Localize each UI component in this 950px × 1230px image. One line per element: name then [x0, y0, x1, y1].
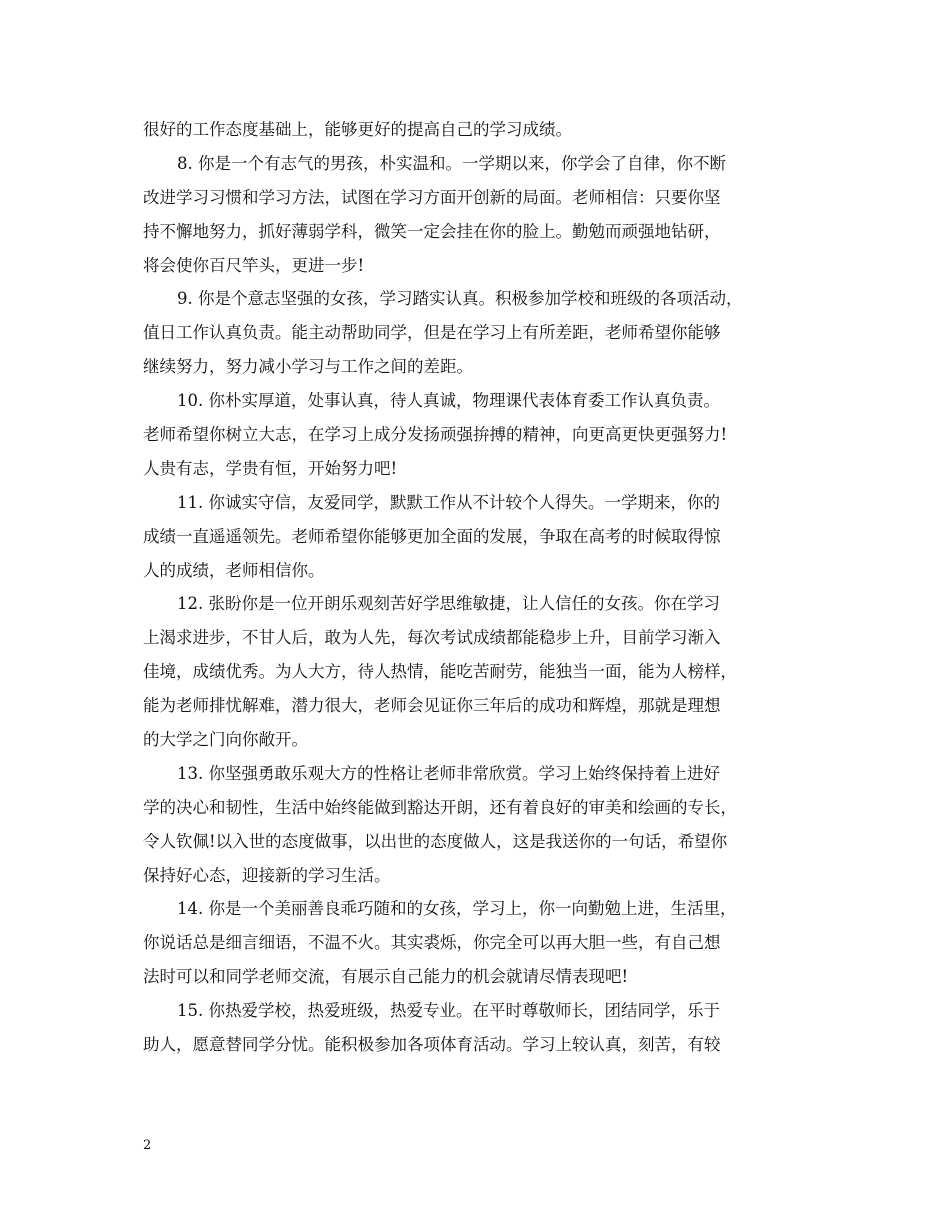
text-line: 成绩一直遥遥领先。老师希望你能够更加全面的发展，争取在高考的时候取得惊	[143, 526, 721, 546]
text-line: 值日工作认真负责。能主动帮助同学，但是在学习上有所差距，老师希望你能够	[143, 323, 721, 343]
text-line: 学的决心和韧性，生活中始终能做到豁达开朗，还有着良好的审美和绘画的专长，	[143, 797, 737, 817]
body-text	[143, 113, 811, 1062]
text-line: 很好的工作态度基础上，能够更好的提高自己的学习成绩。	[143, 120, 572, 139]
paragraph-first-line: 8. 你是一个有志气的男孩，朴实温和。一学期以来，你学会了自律，你不断	[177, 153, 726, 173]
text-line: 人的成绩，老师相信你。	[143, 560, 325, 580]
text-line: 保持好心态，迎接新的学习生活。	[143, 865, 391, 885]
text-line: 人贵有志，学贵有恒，开始努力吧!	[143, 458, 398, 478]
text-line: 能为老师排忧解难，潜力很大，老师会见证你三年后的成功和辉煌，那就是理想	[143, 696, 721, 716]
text-line: 改进学习习惯和学习方法，试图在学习方面开创新的局面。老师相信：只要你坚	[143, 187, 721, 207]
text-line: 持不懈地努力，抓好薄弱学科，微笑一定会挂在你的脸上。勤勉而顽强地钻研，	[143, 221, 721, 241]
text-line: 令人钦佩!以入世的态度做事，以出世的态度做人，这是我送你的一句话，希望你	[143, 831, 728, 851]
paragraph-first-line: 10. 你朴实厚道，处事认真，待人真诚，物理课代表体育委工作认真负责。	[177, 391, 720, 411]
text-line: 佳境，成绩优秀。为人大方，待人热情，能吃苦耐劳，能独当一面，能为人榜样，	[143, 662, 737, 682]
text-line: 的大学之门向你敞开。	[143, 730, 308, 750]
paragraph-first-line: 13. 你坚强勇敢乐观大方的性格让老师非常欣赏。学习上始终保持着上进好	[177, 763, 720, 783]
paragraph-first-line: 15. 你热爱学校，热爱班级，热爱专业。在平时尊敬师长，团结同学，乐于	[177, 1001, 720, 1021]
paragraph-first-line: 14. 你是一个美丽善良乖巧随和的女孩，学习上，你一向勤勉上进，生活里，	[177, 899, 737, 919]
text-line: 法时可以和同学老师交流，有展示自己能力的机会就请尽情表现吧!	[143, 967, 629, 987]
text-line: 继续努力，努力减小学习与工作之间的差距。	[143, 357, 473, 377]
paragraph-first-line: 11. 你诚实守信，友爱同学，默默工作从不计较个人得失。一学期来，你的	[177, 492, 720, 512]
text-line: 你说话总是细言细语，不温不火。其实裘烁，你完全可以再大胆一些，有自己想	[143, 933, 721, 953]
text-line: 将会使你百尺竿头，更进一步!	[143, 255, 365, 275]
paragraph-first-line: 9. 你是个意志坚强的女孩，学习踏实认真。积极参加学校和班级的各项活动，	[177, 289, 743, 309]
page-number: 2	[143, 1138, 152, 1153]
text-line: 助人，愿意替同学分忧。能积极参加各项体育活动。学习上较认真，刻苦，有较	[143, 1035, 721, 1055]
paragraph-first-line: 12. 张盼你是一位开朗乐观刻苦好学思维敏捷，让人信任的女孩。你在学习	[177, 594, 720, 614]
text-line: 上渴求进步，不甘人后，敢为人先，每次考试成绩都能稳步上升，目前学习渐入	[143, 628, 721, 648]
text-line: 老师希望你树立大志，在学习上成分发扬顽强拚搏的精神，向更高更快更强努力!	[143, 425, 728, 445]
